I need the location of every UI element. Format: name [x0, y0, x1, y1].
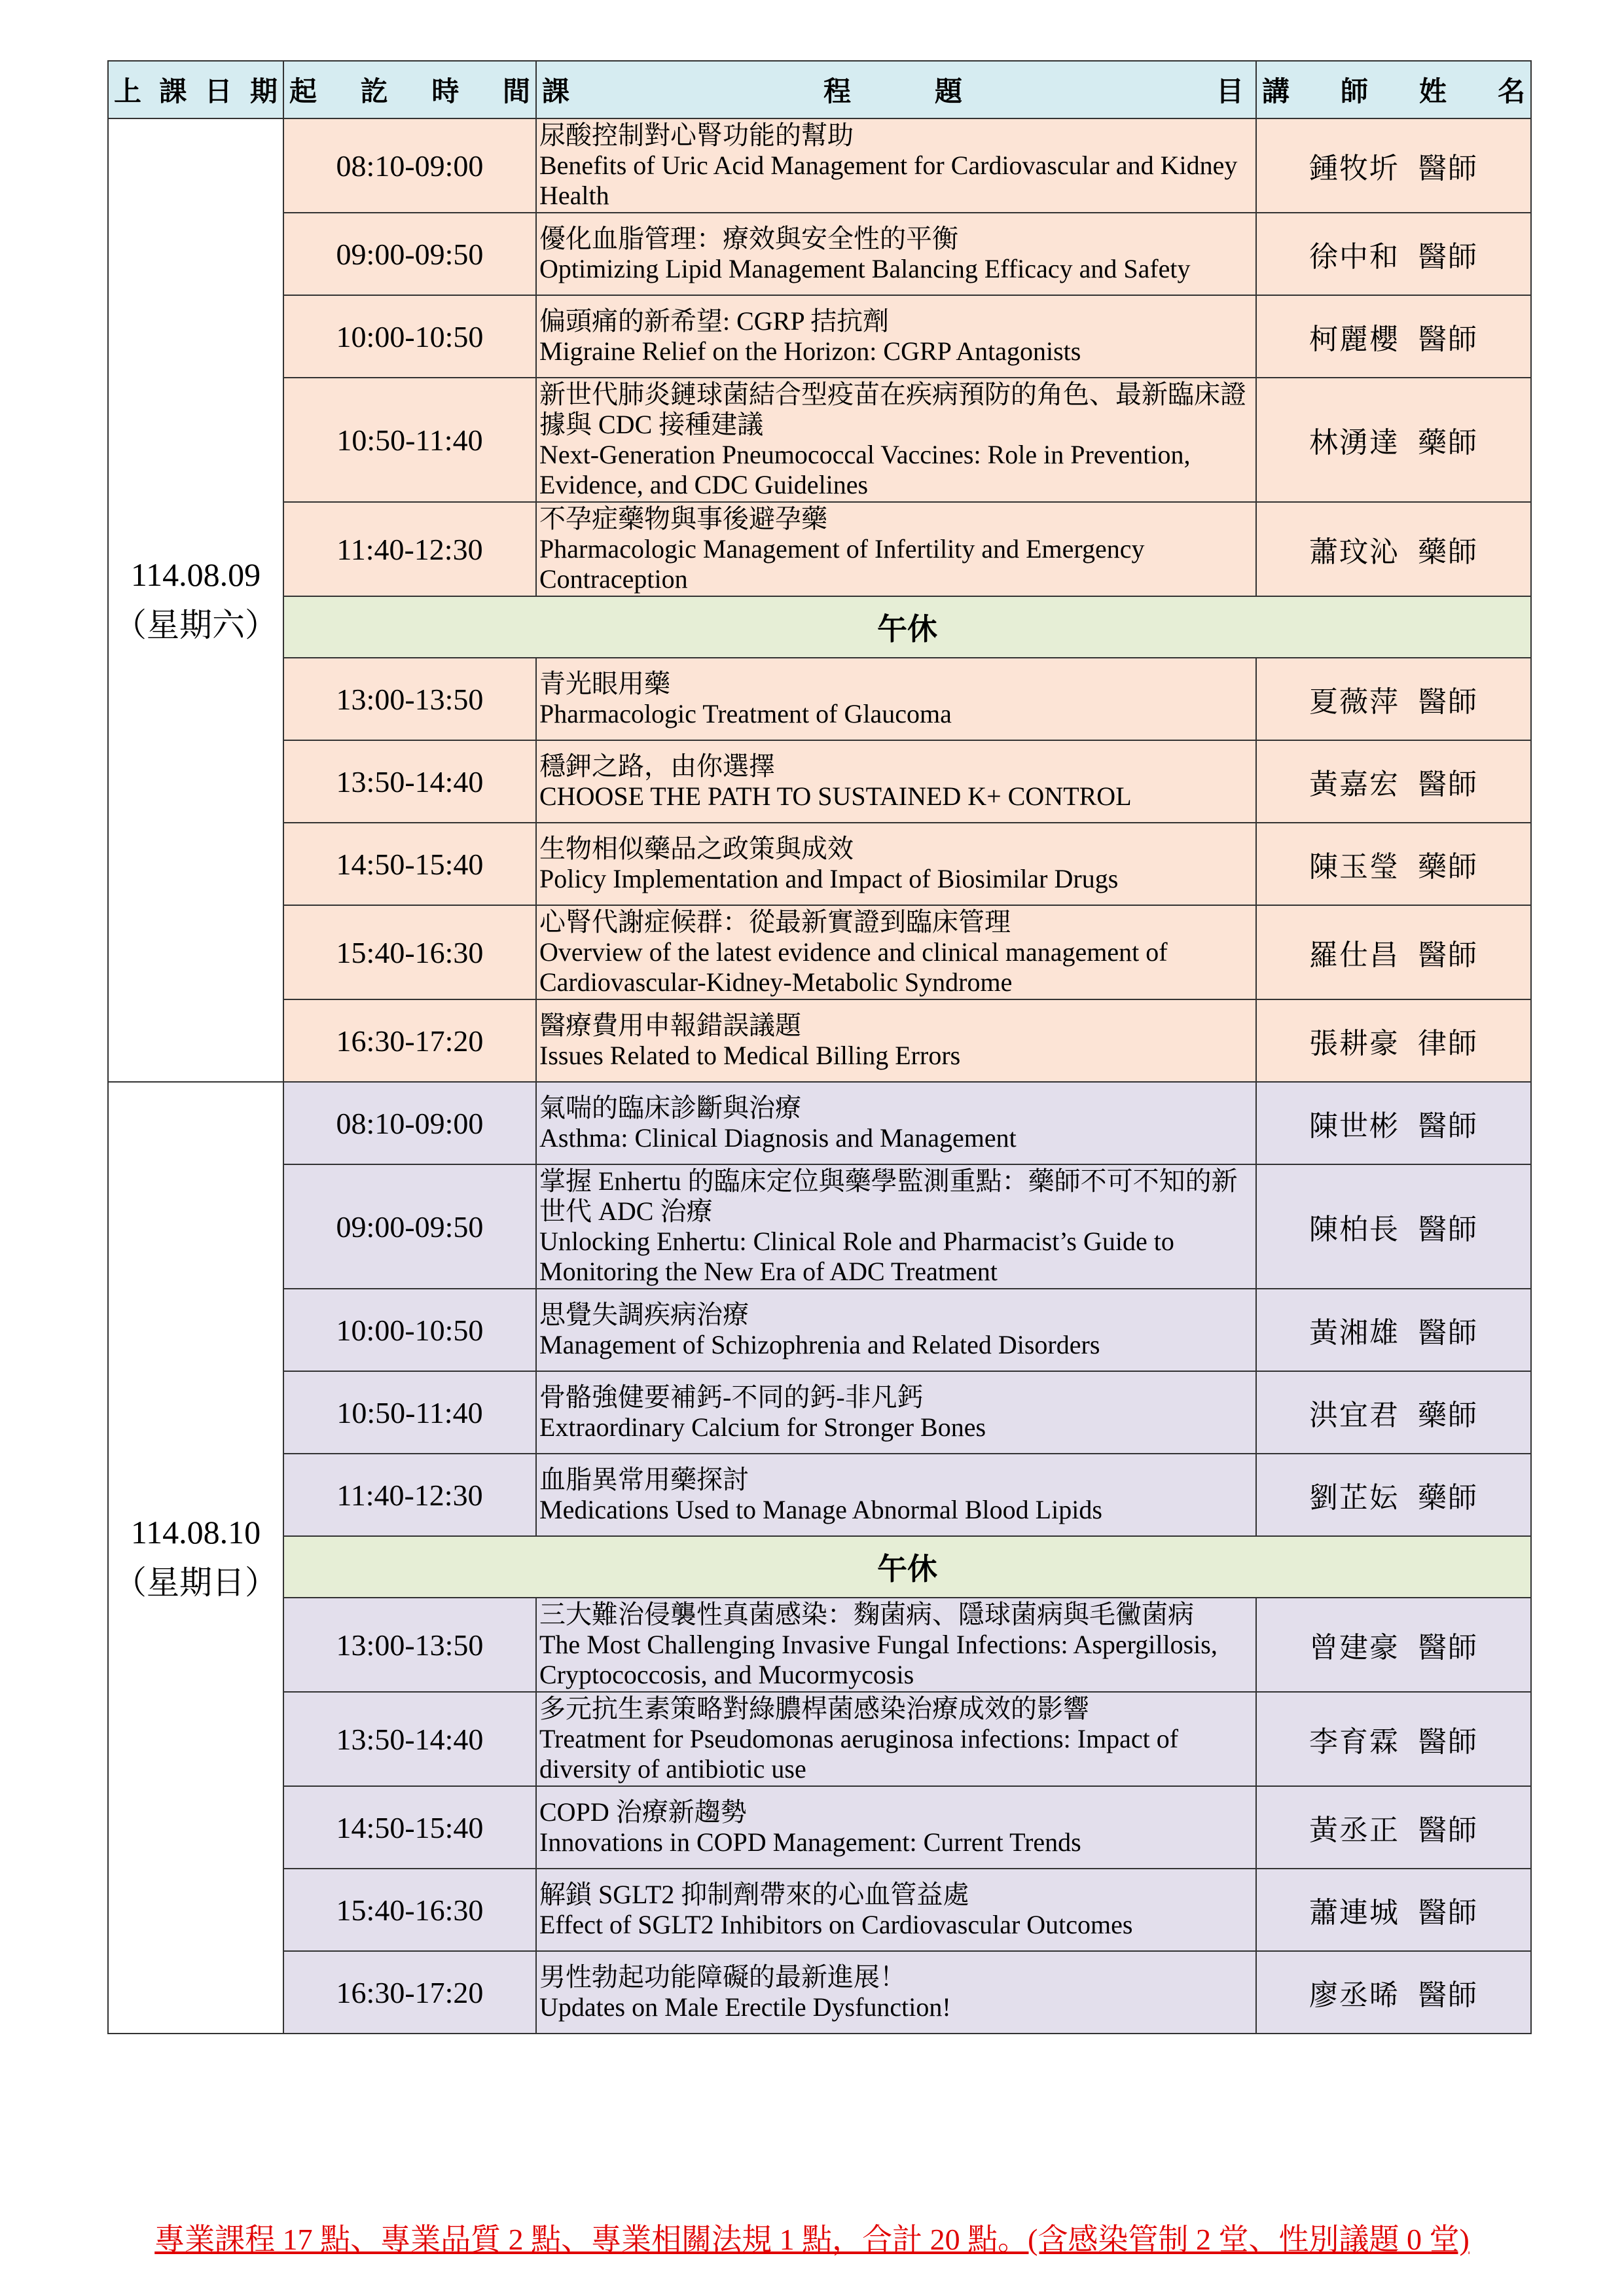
- speaker-name: 鍾牧圻: [1309, 152, 1399, 185]
- speaker-name: 黃湘雄: [1309, 1317, 1399, 1349]
- session-row: [108, 213, 1531, 295]
- topic-zh: 骨骼強健要補鈣-不同的鈣-非凡鈣: [539, 1382, 924, 1412]
- session-topic: [536, 1598, 1256, 1692]
- header-speaker: 講 師 姓 名: [1256, 61, 1531, 118]
- header-row: [108, 61, 1531, 118]
- session-row: [108, 1082, 1531, 1164]
- session-row: [108, 1598, 1531, 1692]
- topic-en: Medications Used to Manage Abnormal Blood Lipids: [539, 1495, 1102, 1524]
- header-date: 上 課 日 期: [108, 61, 283, 118]
- session-speaker: [1256, 1598, 1531, 1692]
- session-topic: [536, 1786, 1256, 1869]
- topic-zh: 優化血脂管理：療效與安全性的平衡: [539, 224, 958, 253]
- topic-zh: COPD 治療新趨勢: [539, 1797, 747, 1827]
- session-topic: [536, 658, 1256, 740]
- topic-zh: 偏頭痛的新希望: CGRP 拮抗劑: [539, 306, 890, 336]
- session-speaker: [1256, 1869, 1531, 1951]
- session-row: [108, 1454, 1531, 1536]
- session-time: 10:00-10:50: [283, 1289, 536, 1371]
- speaker-title: 藥師: [1418, 851, 1478, 883]
- topic-zh: 生物相似藥品之政策與成效: [539, 834, 854, 863]
- speaker-title: 醫師: [1418, 1317, 1478, 1349]
- session-topic: [536, 1164, 1256, 1289]
- speaker-name: 廖丞晞: [1309, 1979, 1399, 2011]
- session-row: [108, 1371, 1531, 1454]
- session-speaker: [1256, 1371, 1531, 1454]
- speaker-title: 醫師: [1418, 939, 1478, 971]
- session-topic: [536, 999, 1256, 1082]
- schedule-body: [108, 118, 1531, 2034]
- session-time: 13:00-13:50: [283, 658, 536, 740]
- session-time: 13:00-13:50: [283, 1598, 536, 1692]
- speaker-title: 醫師: [1418, 1979, 1478, 2011]
- session-speaker: [1256, 1692, 1531, 1786]
- session-speaker: [1256, 658, 1531, 740]
- session-row: [108, 658, 1531, 740]
- speaker-name: 陳世彬: [1309, 1110, 1399, 1142]
- session-date: 114.08.09: [130, 556, 261, 593]
- topic-en: Asthma: Clinical Diagnosis and Management: [539, 1123, 1017, 1153]
- header-topic: 課 程 題 目: [536, 61, 1256, 118]
- session-row: [108, 502, 1531, 596]
- header-time: 起 訖 時 間: [283, 61, 536, 118]
- speaker-title: 藥師: [1418, 427, 1478, 459]
- topic-en: Unlocking Enhertu: Clinical Role and Pharmacist’s Guide to Monitoring the New Era of ADC Treatment: [539, 1227, 1174, 1286]
- topic-zh: 解鎖 SGLT2 抑制劑帶來的心血管益處: [539, 1880, 969, 1909]
- topic-en: Policy Implementation and Impact of Biosimilar Drugs: [539, 864, 1119, 893]
- speaker-name: 黃嘉宏: [1309, 768, 1399, 800]
- topic-zh: 不孕症藥物與事後避孕藥: [539, 504, 827, 533]
- session-speaker: [1256, 823, 1531, 905]
- session-topic: [536, 1454, 1256, 1536]
- session-row: [108, 740, 1531, 823]
- speaker-name: 蕭玟沁: [1309, 536, 1399, 568]
- session-topic: [536, 1692, 1256, 1786]
- speaker-name: 夏薇萍: [1309, 686, 1399, 718]
- topic-en: Updates on Male Erectile Dysfunction!: [539, 1992, 951, 2022]
- speaker-name: 蕭連城: [1309, 1897, 1399, 1929]
- speaker-name: 陳柏長: [1309, 1213, 1399, 1246]
- session-row: [108, 1951, 1531, 2034]
- topic-zh: 尿酸控制對心腎功能的幫助: [539, 120, 854, 150]
- speaker-title: 藥師: [1418, 536, 1478, 568]
- topic-en: Extraordinary Calcium for Stronger Bones: [539, 1412, 986, 1442]
- topic-en: Issues Related to Medical Billing Errors: [539, 1041, 961, 1070]
- speaker-title: 醫師: [1418, 241, 1478, 273]
- topic-en: Treatment for Pseudomonas aeruginosa infections: Impact of diversity of antibiotic use: [539, 1724, 1179, 1784]
- session-topic: [536, 823, 1256, 905]
- session-speaker: [1256, 1164, 1531, 1289]
- lunch-label: 午休: [283, 596, 1531, 658]
- topic-en: Next-Generation Pneumococcal Vaccines: Role in Prevention, Evidence, and CDC Guidelines: [539, 440, 1191, 499]
- session-speaker: [1256, 1786, 1531, 1869]
- session-row: [108, 378, 1531, 502]
- session-row: [108, 1786, 1531, 1869]
- session-time: 16:30-17:20: [283, 1951, 536, 2034]
- date-cell: [108, 1082, 283, 2034]
- speaker-title: 醫師: [1418, 1213, 1478, 1246]
- speaker-name: 曾建豪: [1309, 1632, 1399, 1664]
- session-topic: [536, 295, 1256, 378]
- session-time: 09:00-09:50: [283, 213, 536, 295]
- speaker-name: 洪宜君: [1309, 1399, 1399, 1431]
- session-row: [108, 295, 1531, 378]
- topic-en: CHOOSE THE PATH TO SUSTAINED K+ CONTROL: [539, 781, 1132, 811]
- speaker-name: 羅仕昌: [1309, 939, 1399, 971]
- lunch-label: 午休: [283, 1536, 1531, 1598]
- topic-zh: 多元抗生素策略對綠膿桿菌感染治療成效的影響: [539, 1694, 1089, 1723]
- session-time: 15:40-16:30: [283, 1869, 536, 1951]
- session-topic: [536, 905, 1256, 999]
- session-time: 14:50-15:40: [283, 1786, 536, 1869]
- session-time: 08:10-09:00: [283, 1082, 536, 1164]
- speaker-title: 醫師: [1418, 768, 1478, 800]
- session-time: 13:50-14:40: [283, 740, 536, 823]
- speaker-title: 醫師: [1418, 1897, 1478, 1929]
- topic-zh: 思覺失調疾病治療: [539, 1300, 749, 1329]
- date-cell: [108, 118, 283, 1082]
- session-time: 11:40-12:30: [283, 502, 536, 596]
- session-topic: [536, 378, 1256, 502]
- topic-en: Migraine Relief on the Horizon: CGRP Antagonists: [539, 336, 1081, 366]
- speaker-title: 藥師: [1418, 1482, 1478, 1514]
- session-row: [108, 1692, 1531, 1786]
- speaker-title: 醫師: [1418, 1726, 1478, 1758]
- session-speaker: [1256, 295, 1531, 378]
- topic-zh: 穩鉀之路，由你選擇: [539, 751, 775, 781]
- speaker-name: 徐中和: [1309, 241, 1399, 273]
- speaker-name: 柯麗櫻: [1309, 323, 1399, 355]
- topic-zh: 氣喘的臨床診斷與治療: [539, 1093, 801, 1122]
- session-speaker: [1256, 502, 1531, 596]
- speaker-title: 醫師: [1418, 1110, 1478, 1142]
- session-time: 08:10-09:00: [283, 118, 536, 213]
- session-speaker: [1256, 213, 1531, 295]
- schedule-table: [107, 60, 1532, 2034]
- credits-note: 專業課程 17 點、專業品質 2 點、專業相關法規 1 點，合計 20 點。(含感染管制 2 堂、性別議題 0 堂): [154, 2223, 1470, 2256]
- session-topic: [536, 213, 1256, 295]
- session-topic: [536, 118, 1256, 213]
- topic-zh: 三大難治侵襲性真菌感染：麴菌病、隱球菌病與毛黴菌病: [539, 1600, 1194, 1629]
- session-row: [108, 118, 1531, 213]
- session-speaker: [1256, 118, 1531, 213]
- topic-en: Overview of the latest evidence and clinical management of Cardiovascular-Kidney-Metabolic Syndrome: [539, 937, 1168, 997]
- session-topic: [536, 1869, 1256, 1951]
- topic-en: The Most Challenging Invasive Fungal Infections: Aspergillosis, Cryptococcosis, and Mucormycosis: [539, 1630, 1218, 1689]
- session-speaker: [1256, 1289, 1531, 1371]
- session-topic: [536, 740, 1256, 823]
- speaker-name: 黃丞正: [1309, 1814, 1399, 1846]
- speaker-title: 醫師: [1418, 686, 1478, 718]
- speaker-title: 醫師: [1418, 1632, 1478, 1664]
- topic-en: Innovations in COPD Management: Current Trends: [539, 1827, 1081, 1857]
- session-row: [108, 905, 1531, 999]
- speaker-name: 陳玉瑩: [1309, 851, 1399, 883]
- session-speaker: [1256, 740, 1531, 823]
- session-time: 10:50-11:40: [283, 1371, 536, 1454]
- topic-zh: 新世代肺炎鏈球菌結合型疫苗在疾病預防的角色、最新臨床證據與 CDC 接種建議: [539, 380, 1246, 439]
- session-time: 16:30-17:20: [283, 999, 536, 1082]
- session-speaker: [1256, 378, 1531, 502]
- lunch-row: [108, 1536, 1531, 1598]
- speaker-title: 醫師: [1418, 152, 1478, 185]
- session-weekday: （星期日）: [114, 1564, 278, 1601]
- topic-en: Effect of SGLT2 Inhibitors on Cardiovascular Outcomes: [539, 1910, 1133, 1939]
- speaker-title: 藥師: [1418, 1399, 1478, 1431]
- session-speaker: [1256, 1082, 1531, 1164]
- session-topic: [536, 1082, 1256, 1164]
- topic-zh: 血脂異常用藥探討: [539, 1465, 749, 1494]
- speaker-title: 醫師: [1418, 1814, 1478, 1846]
- session-topic: [536, 502, 1256, 596]
- speaker-title: 醫師: [1418, 323, 1478, 355]
- topic-zh: 男性勃起功能障礙的最新進展！: [539, 1962, 906, 1992]
- session-row: [108, 1164, 1531, 1289]
- session-speaker: [1256, 905, 1531, 999]
- session-date: 114.08.10: [130, 1513, 261, 1551]
- topic-zh: 青光眼用藥: [539, 669, 670, 698]
- session-row: [108, 823, 1531, 905]
- session-topic: [536, 1371, 1256, 1454]
- session-time: 09:00-09:50: [283, 1164, 536, 1289]
- speaker-name: 劉芷妘: [1309, 1482, 1399, 1514]
- session-time: 14:50-15:40: [283, 823, 536, 905]
- topic-zh: 心腎代謝症候群：從最新實證到臨床管理: [539, 907, 1011, 937]
- session-weekday: （星期六）: [114, 607, 278, 643]
- session-time: 10:50-11:40: [283, 378, 536, 502]
- session-time: 15:40-16:30: [283, 905, 536, 999]
- topic-zh: 掌握 Enhertu 的臨床定位與藥學監測重點：藥師不可不知的新世代 ADC 治療: [539, 1166, 1238, 1226]
- speaker-name: 張耕豪: [1309, 1028, 1399, 1060]
- session-topic: [536, 1289, 1256, 1371]
- speaker-name: 林湧達: [1309, 427, 1399, 459]
- speaker-name: 李育霖: [1309, 1726, 1399, 1758]
- session-row: [108, 1289, 1531, 1371]
- session-row: [108, 1869, 1531, 1951]
- session-time: 13:50-14:40: [283, 1692, 536, 1786]
- topic-en: Pharmacologic Treatment of Glaucoma: [539, 699, 952, 728]
- session-topic: [536, 1951, 1256, 2034]
- session-speaker: [1256, 1951, 1531, 2034]
- topic-en: Management of Schizophrenia and Related Disorders: [539, 1330, 1100, 1359]
- topic-en: Pharmacologic Management of Infertility and Emergency Contraception: [539, 534, 1145, 594]
- topic-en: Benefits of Uric Acid Management for Cardiovascular and Kidney Health: [539, 151, 1238, 210]
- session-row: [108, 999, 1531, 1082]
- session-time: 11:40-12:30: [283, 1454, 536, 1536]
- session-speaker: [1256, 1454, 1531, 1536]
- lunch-row: [108, 596, 1531, 658]
- topic-zh: 醫療費用申報錯誤議題: [539, 1011, 801, 1040]
- speaker-title: 律師: [1418, 1028, 1478, 1060]
- topic-en: Optimizing Lipid Management Balancing Efficacy and Safety: [539, 254, 1191, 283]
- session-speaker: [1256, 999, 1531, 1082]
- session-time: 10:00-10:50: [283, 295, 536, 378]
